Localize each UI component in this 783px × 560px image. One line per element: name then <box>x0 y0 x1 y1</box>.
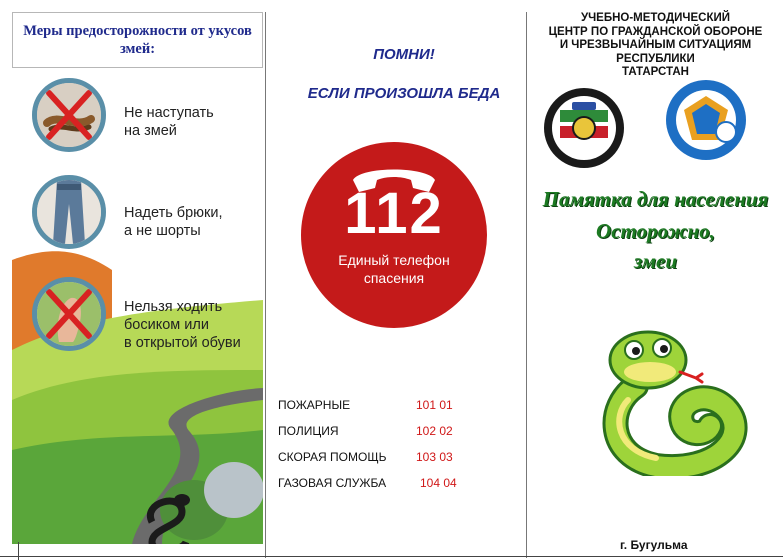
memo-title-line1: Памятка для населения <box>542 187 769 211</box>
umc-emblem-icon <box>542 86 626 170</box>
city-label: г. Бугульма <box>620 538 688 552</box>
middle-panel <box>267 12 525 558</box>
crossed-snake-icon <box>32 78 106 152</box>
service-name: ПОЖАРНЫЕ <box>278 398 351 412</box>
left-panel-header: Меры предосторожности от укусов змей: <box>12 12 263 68</box>
cartoon-snake-icon <box>576 316 762 476</box>
service-code: 102 02 <box>416 424 453 438</box>
bottom-left-tick <box>18 542 19 560</box>
service-name: СКОРАЯ ПОМОЩЬ <box>278 450 387 464</box>
tip-no-step: Не наступать на змей <box>124 105 214 139</box>
emergency-caption-line2: спасения <box>363 270 425 286</box>
right-panel <box>528 12 783 558</box>
service-code: 101 01 <box>416 398 453 412</box>
crossed-bare-foot-icon <box>32 277 106 351</box>
organization-name: УЧЕБНО-МЕТОДИЧЕСКИЙ ЦЕНТР ПО ГРАЖДАНСКОЙ ОБОРОНЕ И ЧРЕЗВЫЧАЙНЫМ СИТУАЦИЯМ РЕСПУБЛИКИ ТАТАРСТАН <box>548 12 763 78</box>
service-row-gas <box>278 476 518 494</box>
memo-title-line3: змеи <box>633 249 678 273</box>
emergency-112-badge <box>301 142 487 328</box>
trousers-icon <box>32 175 106 249</box>
service-code: 103 03 <box>416 450 453 464</box>
service-row-ambulance <box>278 450 518 468</box>
tip-trousers: Надеть брюки, а не шорты <box>124 205 223 239</box>
service-code: 104 04 <box>420 476 457 490</box>
service-name: ГАЗОВАЯ СЛУЖБА <box>278 476 387 490</box>
emergency-caption-line1: Единый телефон <box>338 252 450 268</box>
bottom-border <box>0 556 783 557</box>
tip-no-barefoot: Нельзя ходить босиком или в открытой обуви <box>124 299 241 351</box>
civil-defense-90-emblem-icon <box>664 78 748 162</box>
safety-illustration <box>12 70 263 544</box>
left-panel <box>12 12 263 544</box>
trouble-heading: ЕСЛИ ПРОИЗОШЛА БЕДА <box>307 85 501 102</box>
emergency-number: 112 <box>344 181 444 246</box>
service-name: ПОЛИЦИЯ <box>278 424 339 438</box>
memo-title-line2: Осторожно, <box>596 219 715 243</box>
remember-heading: ПОМНИ! <box>373 46 435 63</box>
panel-divider-left <box>265 12 266 558</box>
service-row-police <box>278 424 518 442</box>
service-row-fire <box>278 398 518 416</box>
